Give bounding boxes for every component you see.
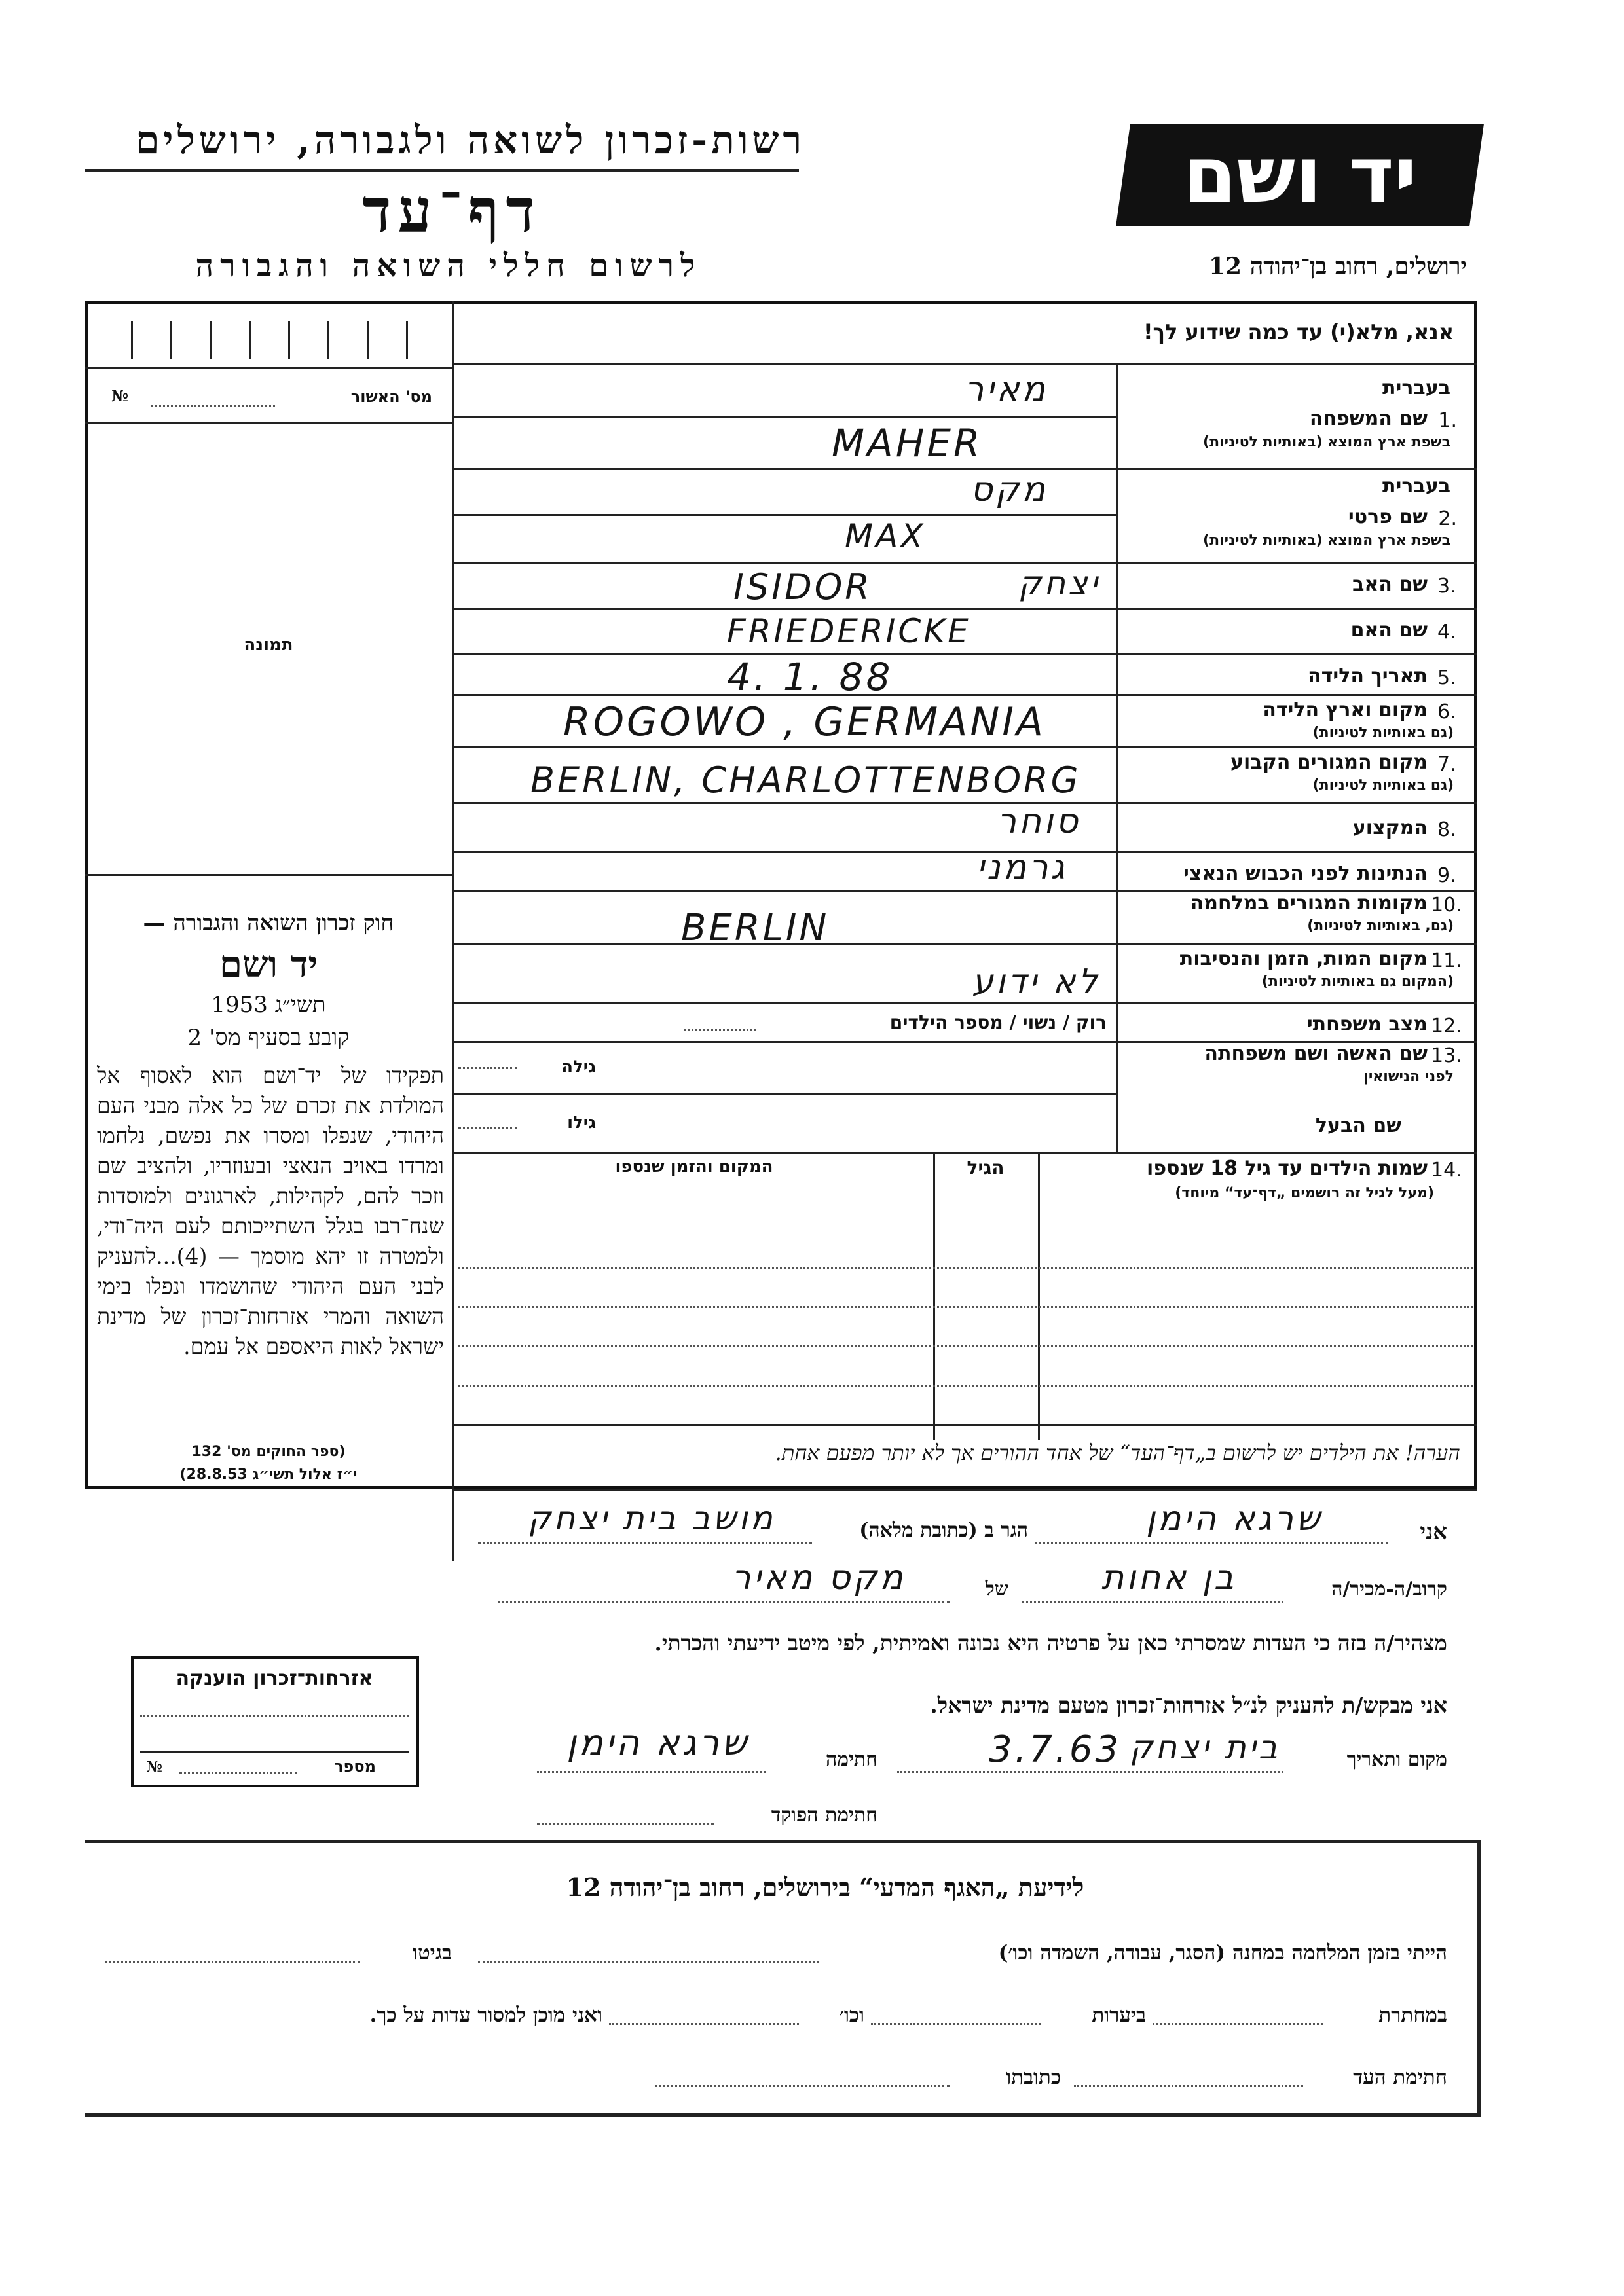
bottom-line2-c: וכו׳	[839, 2003, 864, 2027]
bottom-line2-d: ואני מוכן למסור עדות על כך.	[369, 2003, 602, 2027]
bottom-line1-b: בגיטו	[413, 1941, 452, 1965]
field-10-sub: (גם, באותיות לטיניות)	[1307, 918, 1454, 934]
child-row-2[interactable]	[458, 1306, 1473, 1308]
of-value[interactable]: מקס מאיר	[731, 1558, 906, 1597]
col-place-header: המקום והזמן שנספו	[615, 1157, 773, 1176]
law-text: תפקידו של יד־ושם הוא לאסוף אל המולדת את זכרם של כל אלה מבני העם היהודי, שנפלו ומסרו את נפשם, נלחמו ומרדו באויב הנאצי ובעוזריו, ולהציב שם וזכר להם, לקהילות, לארגונים ולמוסדות שנח־רבו בגלל השתייכותם לעם היה־ודי, ולמטרה זו יהא מוסמך — (4)...להעניק לבני העם היהודי שהושמדו ונפלו בימי השואה והמרי אזרחות־זכרון של מדינת ישראל לאות היאספם אל עמם.	[97, 1063, 444, 1359]
field-3-value[interactable]: ISIDOR	[733, 566, 872, 608]
field-2-hebrew-tag: בעברית	[1382, 475, 1450, 498]
field-10-label: מקומות המגורים במלחמה	[1190, 892, 1428, 915]
citizenship-box-line-2	[140, 1751, 409, 1753]
field-11-sub: (המקום גם באותיות לטיניות)	[1261, 974, 1454, 990]
field-1-hebrew-tag: בעברית	[1382, 376, 1450, 399]
field-13-sub: לפני הנישואין	[1363, 1068, 1454, 1085]
authority-underline	[85, 169, 799, 172]
field-1-num: 1.	[1438, 409, 1457, 432]
page-title: דף־עד	[362, 175, 542, 246]
field-5-num: 5.	[1437, 666, 1456, 689]
field-11-value[interactable]: לא ידוע	[972, 962, 1100, 1002]
child-row-3[interactable]	[458, 1345, 1473, 1347]
forests-dots[interactable]	[871, 2023, 1041, 2025]
field-12-num: 12.	[1431, 1015, 1462, 1038]
field-6-line	[452, 746, 1477, 748]
approval-no-label: מס' האשור	[350, 388, 432, 406]
field-14-label: שמות הילדים עד גיל 18 שנספו	[1147, 1157, 1428, 1180]
field-1-line-a	[452, 416, 1116, 418]
declaration-of: של	[985, 1578, 1008, 1601]
approval-no-mark: №	[111, 386, 129, 405]
field-1-sub: בשפת ארץ המוצא (באותיות לטיניות)	[1203, 434, 1450, 450]
field-6-sub: (גם באותיות לטיניות)	[1312, 725, 1454, 741]
citizenship-no-mark: №	[147, 1758, 162, 1776]
declarant-address-value[interactable]: מושב בית יצחק	[528, 1499, 775, 1537]
relation-dots	[1022, 1601, 1283, 1603]
underground-dots[interactable]	[1153, 2023, 1323, 2025]
field-9-label: הנתינות לפני הכבוש הנאצי	[1183, 862, 1428, 885]
bottom-right-border	[1477, 1840, 1481, 2115]
approval-top-line	[85, 367, 452, 369]
official-signature-dots	[537, 1823, 714, 1825]
note-text: הערה! את הילדים יש לרשום ב„דף־העד“ של אחד ההורים אך לא יותר מפעם אחת.	[775, 1440, 1460, 1465]
field-10-line	[452, 943, 1477, 945]
bottom-line2-b: ביערות	[1092, 2003, 1146, 2027]
bottom-line3-a: חתימת העד	[1353, 2066, 1447, 2089]
field-13-age-dots	[458, 1067, 517, 1069]
etc-dots[interactable]	[609, 2023, 799, 2025]
field-10-num: 10.	[1431, 894, 1462, 917]
field-10-value[interactable]: BERLIN	[681, 907, 830, 949]
field-5-value[interactable]: 4. 1. 88	[727, 655, 893, 699]
yad-vashem-logo	[1116, 124, 1484, 226]
photo-label: תמונה	[244, 635, 293, 655]
declaration-relative: קרוב/ה-מכיר/ה	[1331, 1578, 1447, 1601]
field-13-age-label: גילה	[561, 1057, 596, 1077]
place-date-dots	[897, 1771, 1283, 1773]
place-date-label: מקום ותאריך	[1346, 1748, 1447, 1771]
husband-age-label: גילו	[567, 1113, 596, 1133]
field-5-line	[452, 694, 1477, 696]
children-bottom-line	[452, 1424, 1477, 1426]
witness-signature-dots[interactable]	[1074, 2085, 1303, 2087]
field-11-line	[452, 1002, 1477, 1004]
signature-dots	[537, 1771, 766, 1773]
signature-label: חתימה	[826, 1748, 877, 1771]
field-8-value[interactable]: סוחר	[997, 802, 1080, 841]
declaration-statement: מצהיר/ה בזה כי העדות שמסרתי כאן על פרטיה היא נכונה ואמיתית, לפי מיטב ידיעתי והכרתי.	[654, 1630, 1447, 1656]
field-1-hebrew-value[interactable]: מאיר	[964, 370, 1048, 409]
field-11-label: מקום המות, הזמן והנסיבות	[1179, 947, 1428, 970]
field-6-num: 6.	[1437, 701, 1456, 723]
field-4-num: 4.	[1437, 621, 1456, 644]
field-13-line	[452, 1093, 1116, 1095]
law-title: חוק זכרון השואה והגבורה —	[143, 910, 394, 936]
field-9-num: 9.	[1437, 864, 1456, 887]
place-value[interactable]: בית יצחק	[1130, 1728, 1280, 1766]
field-11-num: 11.	[1431, 949, 1462, 972]
col-divider-b	[933, 1152, 935, 1440]
field-2-line-a	[452, 514, 1116, 516]
label-column-divider	[1116, 363, 1118, 1152]
field-4-value[interactable]: FRIEDERICKE	[727, 612, 971, 650]
bottom-line3-b: כתובתו	[1006, 2066, 1061, 2089]
bottom-border	[85, 2113, 1481, 2117]
declarant-name-value[interactable]: שרגא הימן	[1146, 1499, 1323, 1539]
col-age-header: הגיל	[967, 1157, 1005, 1178]
citizenship-box-title: אזרחות־זכרון הוענקה	[175, 1667, 373, 1690]
of-dots	[498, 1601, 950, 1603]
note-bottom-line	[452, 1489, 1477, 1491]
field-2-sub: בשפת ארץ המוצא (באותיות לטיניות)	[1203, 532, 1450, 549]
witness-address-dots[interactable]	[655, 2085, 950, 2087]
page-subtitle: לרשום חללי השואה והגבורה	[195, 247, 702, 284]
field-7-num: 7.	[1437, 753, 1456, 776]
field-2-label: שם פרטי	[1348, 505, 1428, 528]
field-1-latin-value[interactable]: MAHER	[832, 421, 983, 465]
bottom-title: לידיעת „האגף המדעי“ בירושלים, רחוב בן־יהודה 12	[566, 1872, 1084, 1902]
declaration-request: אני מבקש/ת להעניק לנ״ל אזרחות־זכרון מטעם מדינת ישראל.	[930, 1692, 1447, 1718]
field-2-hebrew-value[interactable]: מקס	[970, 470, 1048, 509]
photo-bottom-line	[85, 874, 452, 876]
citizenship-number-label: מספר	[334, 1757, 376, 1776]
logo-text: יד ושם	[1183, 130, 1417, 220]
col-divider-a	[1038, 1152, 1040, 1440]
field-2-num: 2.	[1438, 507, 1457, 530]
left-column-divider	[452, 301, 454, 1561]
approval-bottom-line	[85, 422, 452, 424]
field-12-options[interactable]: רוק / נשוי / מספר הילדים	[889, 1011, 1107, 1033]
field-14-sub: (מעל לגיל זה רושמים „דף־עד“ מיוחד)	[1175, 1185, 1434, 1201]
declaration-ani: אני	[1420, 1519, 1447, 1545]
child-row-1[interactable]	[458, 1267, 1473, 1269]
field-8-label: המקצוע	[1352, 816, 1428, 839]
husband-line	[452, 1152, 1477, 1154]
field-3-num: 3.	[1437, 575, 1456, 598]
field-13-num: 13.	[1431, 1044, 1462, 1067]
approval-no-field[interactable]	[151, 405, 275, 407]
ghetto-dots[interactable]	[105, 1961, 360, 1963]
husband-label: שם הבעל	[1315, 1114, 1401, 1137]
field-13-label: שם האשה ושם משפחתה	[1204, 1042, 1428, 1065]
law-clause: קובע בסעיף מס' 2	[187, 1025, 350, 1051]
field-14-num: 14.	[1431, 1159, 1462, 1182]
signature-value[interactable]: שרגא הימן	[566, 1722, 750, 1763]
field-6-label: מקום וארץ הלידה	[1263, 699, 1428, 721]
authority-title: רשות-זכרון לשואה ולגבורה, ירושלים	[136, 118, 805, 162]
field-5-label: תאריך הלידה	[1308, 665, 1428, 687]
instruction-divider	[452, 363, 1477, 365]
field-9-value[interactable]: גרמני	[976, 848, 1067, 887]
field-7-label: מקום המגורים הקבוע	[1230, 751, 1428, 774]
field-2-line-b	[452, 562, 1477, 564]
bottom-line2-a: במחתרת	[1378, 2003, 1447, 2027]
law-name: יד ושם	[219, 943, 318, 986]
declarant-name-dots	[1035, 1542, 1388, 1544]
field-7-sub: (גם באותיות לטיניות)	[1312, 777, 1454, 793]
field-2-latin-value[interactable]: MAX	[845, 517, 926, 555]
citizenship-number-dots[interactable]	[179, 1772, 297, 1774]
child-row-4[interactable]	[458, 1385, 1473, 1387]
relation-value[interactable]: בן אחות	[1101, 1558, 1236, 1597]
bottom-separator	[85, 1840, 1477, 1843]
code-ticks	[111, 314, 439, 360]
citizenship-box	[131, 1656, 419, 1787]
bottom-line1-a: הייתי בזמן המלחמה במחנה (הסגר, עבודה, השמדה וכו׳)	[998, 1941, 1447, 1965]
field-8-num: 8.	[1437, 818, 1456, 841]
date-value[interactable]: 3.7.63	[989, 1728, 1122, 1771]
field-3-value-he[interactable]: יצחק	[1018, 564, 1100, 602]
citizenship-box-line-1	[140, 1715, 409, 1717]
camp-dots[interactable]	[478, 1961, 819, 1963]
field-1-label: שם המשפחה	[1309, 407, 1428, 430]
law-year: תשי״ג 1953	[211, 992, 326, 1018]
field-7-value[interactable]: BERLIN, CHARLOTTENBORG	[530, 759, 1081, 801]
field-3-label: שם האב	[1352, 573, 1428, 596]
field-3-line	[452, 608, 1477, 610]
law-date: י״ז אלול תשי״ג 28.8.53)	[179, 1467, 358, 1483]
field-4-label: שם האם	[1350, 619, 1428, 642]
field-12-dots	[684, 1029, 756, 1031]
field-4-line	[452, 653, 1477, 655]
official-signature-label: חתימת הפוקד	[771, 1804, 877, 1827]
law-ref: (ספר החוקים מס' 132	[191, 1444, 346, 1460]
header-address: ירושלים, רחוב בן־יהודה 12	[1208, 253, 1467, 280]
declarant-address-dots	[478, 1542, 812, 1544]
field-6-value[interactable]: ROGOWO , GERMANIA	[563, 699, 1046, 745]
instruction-text: אנא, מלא(י) עד כמה שידוע לך!	[1143, 319, 1454, 344]
husband-age-dots	[458, 1127, 517, 1129]
field-12-label: מצב משפחתי	[1306, 1013, 1428, 1036]
declaration-residing: הגר ב (כתובת מלאה)	[859, 1519, 1028, 1542]
